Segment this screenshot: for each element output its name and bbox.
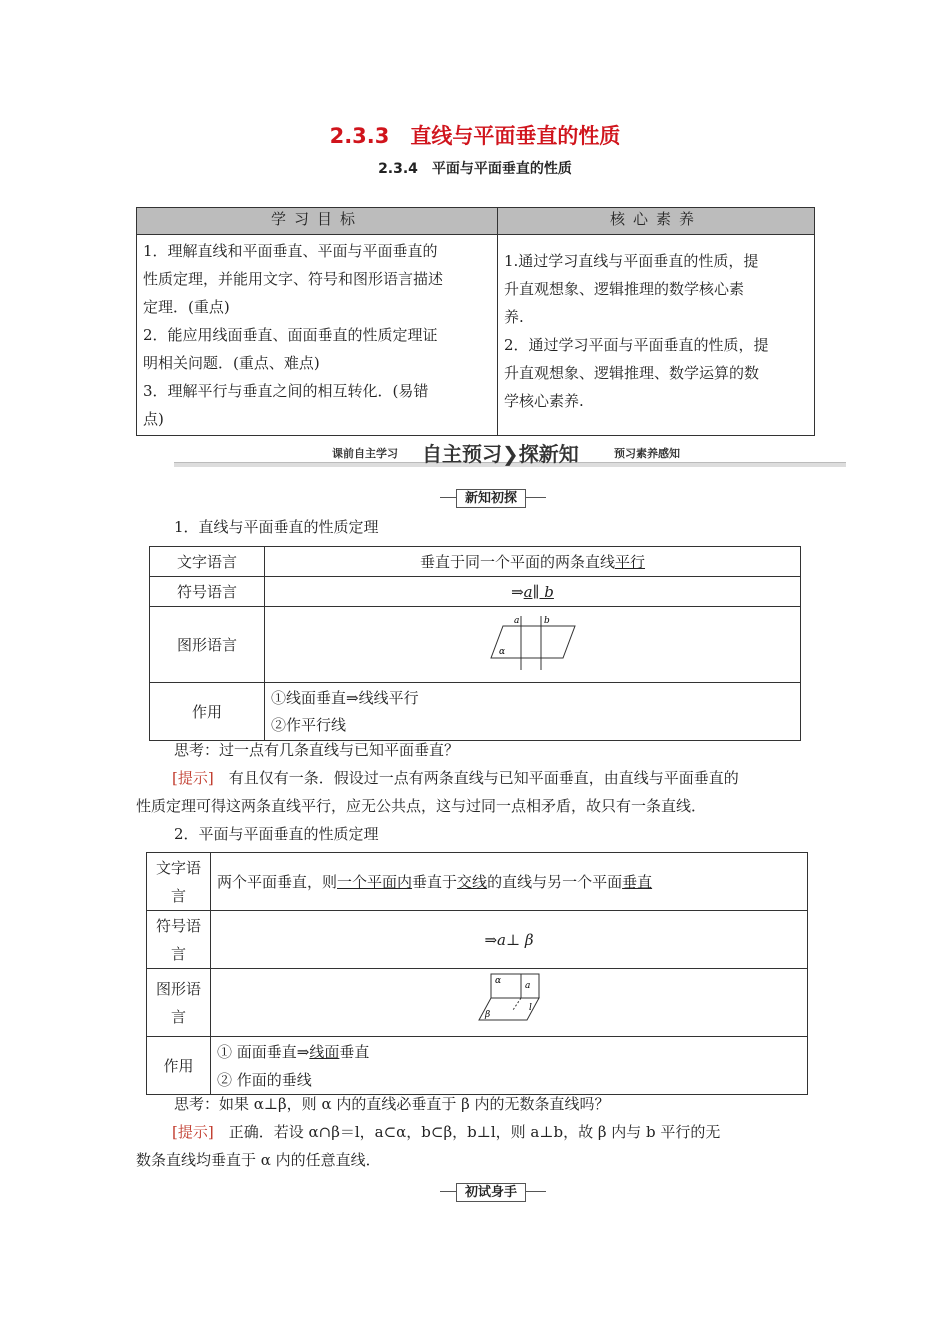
core-line: 1.通过学习直线与平面垂直的性质，提 xyxy=(504,252,759,270)
goal-line: 性质定理，并能用文字、符号和图形语言描述 xyxy=(143,270,444,288)
text-part: 两个平面垂直，则 xyxy=(217,872,338,891)
row-label: 作用 xyxy=(147,1037,211,1095)
section-tag-first-try xyxy=(456,1181,526,1200)
banner-left-text: 课前自主学习 xyxy=(332,447,398,460)
think-question-2: 思考：如果 α⊥β，则 α 内的直线必垂直于 β 内的无数条直线吗？ xyxy=(174,1095,610,1113)
text-part: 垂直于同一个平面的两条直线 xyxy=(419,553,615,571)
perpendicular-planes-figure xyxy=(469,970,549,1026)
label-part: 言 xyxy=(170,944,186,963)
goals-header-1: 学习目标 xyxy=(137,208,498,235)
row-label: 作用 xyxy=(150,683,265,741)
goal-line: 2．能应用线面垂直、面面垂直的性质定理证 xyxy=(143,326,438,344)
goal-line: 定理．(重点) xyxy=(143,298,230,316)
goal-line: 点) xyxy=(143,410,164,428)
fig-label: β xyxy=(485,1010,491,1020)
row-text xyxy=(265,547,801,577)
figure-cell xyxy=(211,969,808,1037)
row-label: 图形语言 xyxy=(150,607,265,683)
plane-plane-table xyxy=(146,852,808,1095)
text-part: 垂直于 xyxy=(412,872,458,891)
core-line: 升直观想象、逻辑推理的数学核心素 xyxy=(504,280,745,298)
fig-label: a xyxy=(525,981,531,991)
row-label xyxy=(147,911,211,969)
fig-label: l xyxy=(529,1003,532,1013)
banner-title: 自主预习❯探新知 xyxy=(422,442,579,466)
label-part: 言 xyxy=(170,1007,186,1026)
figure-cell xyxy=(265,607,801,683)
banner-right-text: 预习素养感知 xyxy=(614,447,680,460)
label-part: 文字语 xyxy=(155,858,201,877)
row-label xyxy=(147,853,211,911)
hint-2 xyxy=(136,1118,816,1146)
row-symbol: ⇒a⊥ β xyxy=(211,911,808,969)
row-label: 文字语言 xyxy=(150,547,265,577)
core-line: 升直观想象、逻辑推理、数学运算的数 xyxy=(504,364,760,382)
usage-line xyxy=(217,1038,801,1066)
goal-line: 明相关问题．(重点、难点) xyxy=(143,354,320,372)
goals-table xyxy=(136,207,815,436)
underlined-answer: 垂直 xyxy=(622,872,653,891)
label-part: 言 xyxy=(170,886,186,905)
section-tag-new-knowledge xyxy=(456,487,526,506)
think-question-1: 思考：过一点有几条直线与已知平面垂直？ xyxy=(174,741,460,759)
line-plane-table xyxy=(149,546,801,741)
core-line: 学核心素养. xyxy=(504,392,584,410)
tag-label: 初试身手 xyxy=(456,1183,526,1202)
hint-2-cont: 数条直线均垂直于 α 内的任意直线． xyxy=(136,1151,381,1169)
fig-label: a xyxy=(513,615,519,626)
usage-line: ①线面垂直⇒线线平行 xyxy=(271,688,419,707)
row-label: 符号语言 xyxy=(150,577,265,607)
goal-line: 3．理解平行与垂直之间的相互转化．(易错 xyxy=(143,382,429,400)
item1-heading: 1．直线与平面垂直的性质定理 xyxy=(174,518,379,536)
text-part: 垂直 xyxy=(339,1042,370,1061)
underlined-answer: 线面 xyxy=(309,1042,340,1061)
fig-label: α xyxy=(495,976,502,986)
hint-1 xyxy=(136,764,816,792)
row-text xyxy=(211,853,808,911)
core-line: 2．通过学习平面与平面垂直的性质，提 xyxy=(504,336,769,354)
section-banner xyxy=(174,435,846,473)
usage-line: ②作平行线 xyxy=(271,715,347,734)
hint-text: 有且仅有一条．假设过一点有两条直线与已知平面垂直，由直线与平面垂直的 xyxy=(228,769,739,787)
text-part: ① 面面垂直⇒ xyxy=(217,1042,310,1061)
fig-label: b xyxy=(543,615,550,626)
row-label xyxy=(147,969,211,1037)
underlined-answer: 交线 xyxy=(457,872,488,891)
underlined-answer: 平行 xyxy=(615,553,646,571)
page-title: 2.3.3 直线与平面垂直的性质 xyxy=(329,124,621,148)
fig-label: α xyxy=(498,646,505,657)
label-part: 图形语 xyxy=(155,979,201,998)
text-part: ⇒ xyxy=(511,582,524,601)
page-subtitle: 2.3.4 平面与平面垂直的性质 xyxy=(378,161,572,177)
hint-tag: [提示] xyxy=(172,769,214,787)
hint-tag: [提示] xyxy=(172,1123,214,1141)
label-part: 符号语 xyxy=(155,916,201,935)
row-symbol xyxy=(265,577,801,607)
underlined-answer: 一个平面内 xyxy=(337,872,413,891)
hint-1-cont: 性质定理可得这两条直线平行，应无公共点，这与过同一点相矛盾，故只有一条直线． xyxy=(136,797,707,815)
text-part: 的直线与另一个平面 xyxy=(487,872,623,891)
tag-label: 新知初探 xyxy=(456,489,526,508)
usage-line: ② 作面的垂线 xyxy=(217,1070,312,1089)
hint-text: 正确．若设 α∩β＝l，a⊂α，b⊂β，b⊥l，则 a⊥b，故 β 内与 b 平行的无 xyxy=(228,1123,721,1141)
core-line: 养. xyxy=(504,308,524,326)
underlined-answer: a∥ b xyxy=(523,582,554,601)
goal-line: 1．理解直线和平面垂直、平面与平面垂直的 xyxy=(143,242,438,260)
item2-heading: 2．平面与平面垂直的性质定理 xyxy=(174,825,379,843)
goals-header-2: 核心素养 xyxy=(498,208,815,235)
goals-cell-2 xyxy=(498,235,815,436)
goals-cell-1 xyxy=(137,235,498,436)
row-usage xyxy=(265,683,801,741)
parallel-lines-figure xyxy=(483,612,583,674)
row-usage xyxy=(211,1037,808,1095)
